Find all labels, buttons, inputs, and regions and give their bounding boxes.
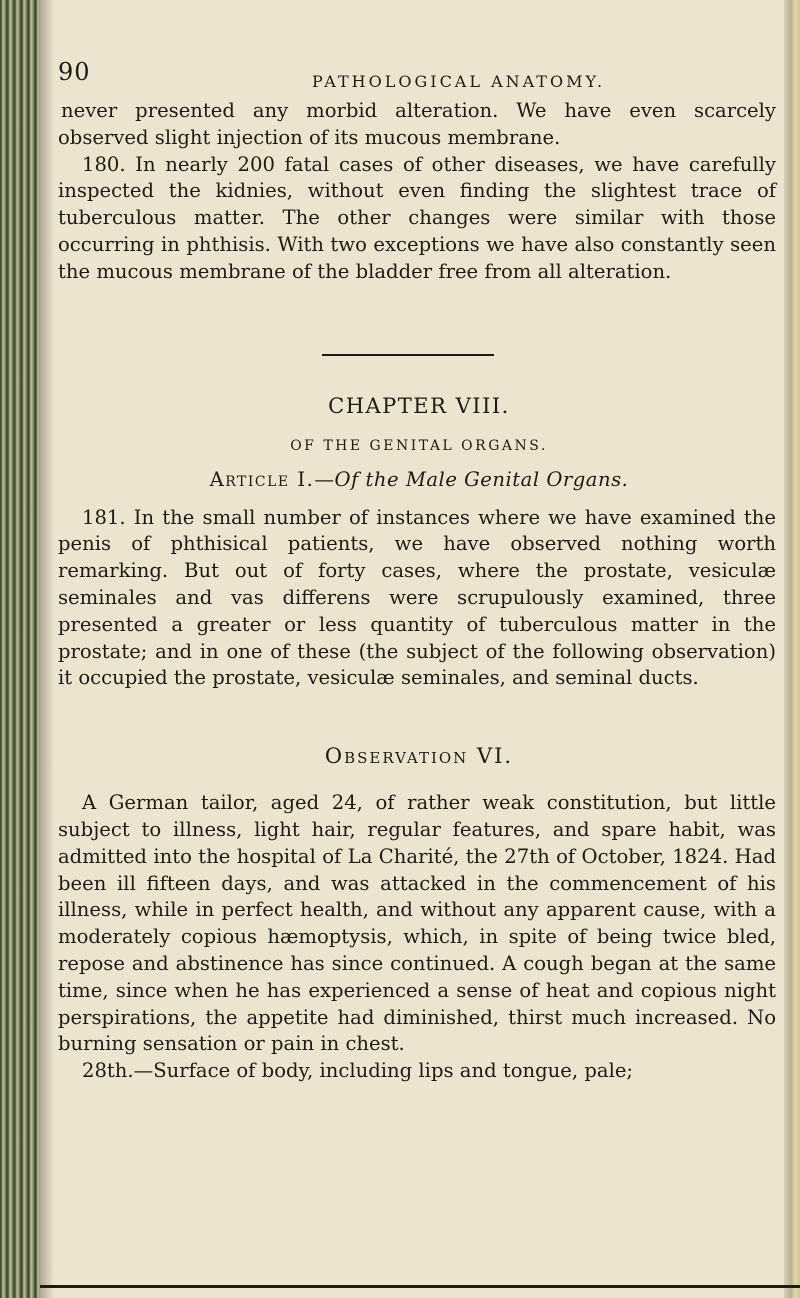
page-bottom-edge xyxy=(40,1285,800,1288)
observation-continuation: 28th.—Surface of body, including lips and tongue, pale; xyxy=(82,1059,634,1083)
observation-body: A German tailor, aged 24, of rather weak constitution, but little subject to illness, light hair, regular features, and spare habit, was admitted into the hospital of La Charité, the 27th of October, 1824. Had been ill fifteen days, and was attacked in the commencement of his illness, while in perfect health, and without any apparent cause, with a moderately copious hæmoptysis, which, in spite of being twice bled, repose and abstinence has since continued. A cough began at the same time, since when he has experienced a sense of heat and copious night perspirations, the appetite had diminished, thirst much increased. No burning sensation or pain in chest. xyxy=(58,791,776,1056)
book-page xyxy=(58,58,780,1085)
observation-title: Observation VI. xyxy=(324,744,514,769)
page-number: 90 xyxy=(58,58,91,86)
page-header xyxy=(58,58,780,98)
paragraph-181: 181. In the small number of instances where we have examined the penis of phthisical patients, we have observed nothing worth remarking. But out of forty cases, where the prostate, vesiculæ seminales and vas differens were scrupulously examined, three presented a greater or less quantity of tuberculous matter in the prostate; and in one of these (the subject of the following observation) it occupied the prostate, vesiculæ seminales, and seminal ducts. xyxy=(58,505,776,690)
paragraph-180: 180. In nearly 200 fatal cases of other diseases, we have carefully inspected the kidnies, without even finding the slightest trace of tuberculous matter. The other changes were similar with those occurring in phthisis. With two exceptions we have also constantly seen the mucous membrane of the bladder free from all alteration. xyxy=(58,152,776,283)
article-heading xyxy=(58,468,780,491)
book-binding-edge xyxy=(0,0,40,1298)
article-label: Article I. xyxy=(209,467,315,491)
chapter-title: CHAPTER VIII. xyxy=(328,393,510,418)
article-dash: — xyxy=(314,467,335,491)
gutter-shadow xyxy=(40,0,54,1298)
article-title: Of the Male Genital Organs. xyxy=(334,467,629,491)
section-divider xyxy=(322,354,494,356)
chapter-subtitle: OF THE GENITAL ORGANS. xyxy=(290,437,548,454)
page-edge xyxy=(784,0,800,1298)
running-head: PATHOLOGICAL ANATOMY. xyxy=(312,72,606,91)
paragraph-continuation: never presented any morbid alteration. We have even scarcely observed slight injection of its mucous membrane. xyxy=(58,99,776,149)
